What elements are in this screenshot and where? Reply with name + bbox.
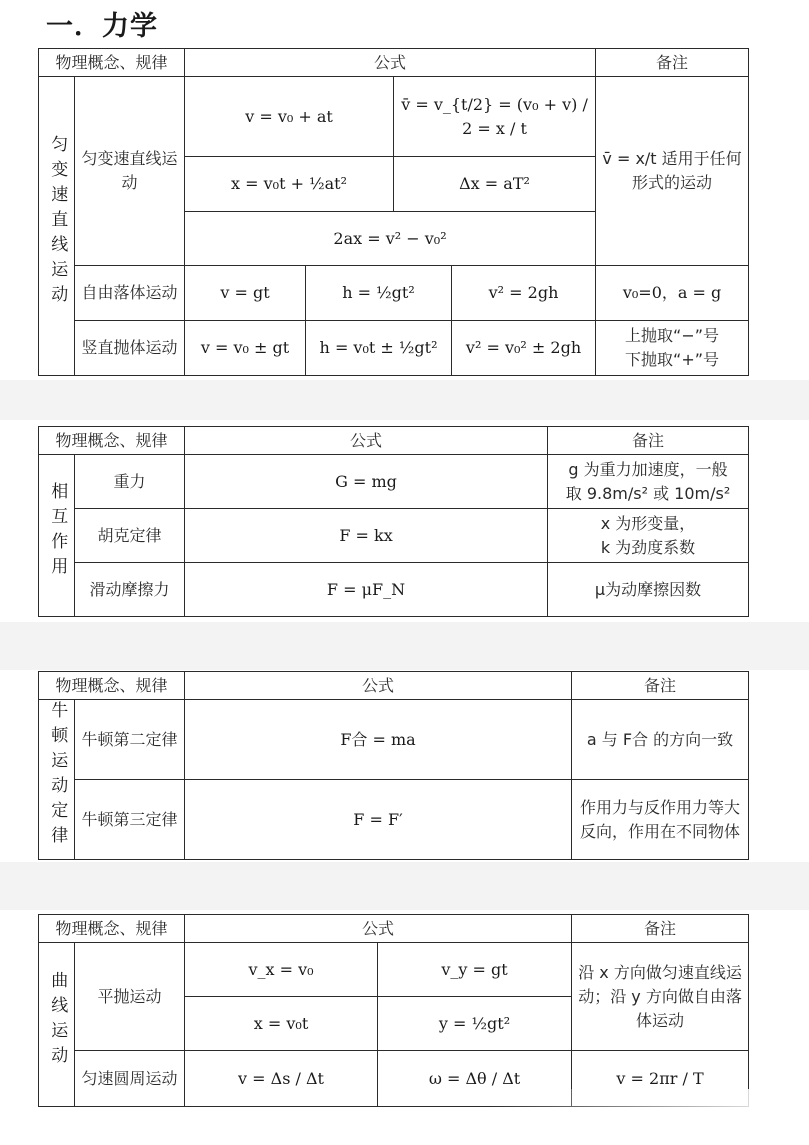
row-label: 胡克定律 (75, 509, 185, 563)
row-label: 滑动摩擦力 (75, 563, 185, 617)
header-concept: 物理概念、规律 (39, 49, 185, 77)
note (548, 509, 749, 563)
row-label: 重力 (75, 455, 185, 509)
note (548, 455, 749, 509)
note: a 与 F合 的方向一致 (572, 700, 749, 780)
group-label: 曲线运动 (47, 971, 68, 1071)
formula: v = v₀ ± gt (185, 321, 306, 376)
note: v̄ = x/t 适用于任何形式的运动 (596, 77, 749, 266)
header-note: 备注 (572, 915, 749, 943)
note-line: 取 9.8m/s² 或 10m/s² (565, 483, 731, 503)
row-label: 匀速圆周运动 (75, 1051, 185, 1107)
note-line: k 为劲度系数 (600, 537, 696, 557)
formula: v = Δs / Δt (185, 1051, 378, 1107)
table-interaction (38, 426, 749, 617)
header-concept: 物理概念、规律 (39, 915, 185, 943)
header-formula: 公式 (185, 915, 572, 943)
formula: x = v₀t + ½at² (185, 157, 394, 212)
note: 沿 x 方向做匀速直线运动；沿 y 方向做自由落体运动 (572, 943, 749, 1051)
note (596, 321, 749, 376)
watermark-fade (489, 1089, 789, 1137)
formula: v² = v₀² ± 2gh (452, 321, 596, 376)
formula: F = μF_N (185, 563, 548, 617)
row-label: 平抛运动 (75, 943, 185, 1051)
row-label: 竖直抛体运动 (75, 321, 185, 376)
header-concept: 物理概念、规律 (39, 672, 185, 700)
section-title: 一．力学 (46, 11, 158, 42)
table-newton (38, 671, 749, 860)
formula: G = mg (185, 455, 548, 509)
group-label: 相互作用 (47, 482, 68, 582)
formula: v = 2πr / T (572, 1051, 749, 1107)
header-note: 备注 (548, 427, 749, 455)
group-label: 牛顿运动定律 (47, 701, 68, 851)
note-line: 上抛取“−”号 (625, 326, 720, 345)
formula: F合 = ma (185, 700, 572, 780)
note: 作用力与反作用力等大反向，作用在不同物体 (572, 780, 749, 860)
row-label: 自由落体运动 (75, 266, 185, 321)
formula: v_y = gt (378, 943, 572, 997)
header-note: 备注 (572, 672, 749, 700)
formula: x = v₀t (185, 997, 378, 1051)
formula: Δx = aT² (394, 157, 596, 212)
formula: y = ½gt² (378, 997, 572, 1051)
formula: F = F′ (185, 780, 572, 860)
formula: h = ½gt² (306, 266, 452, 321)
header-formula: 公式 (185, 49, 596, 77)
note: μ为动摩擦因数 (548, 563, 749, 617)
note-line: g 为重力加速度，一般 (568, 459, 728, 479)
group-label: 匀变速直线运动 (47, 135, 68, 310)
header-formula: 公式 (185, 427, 548, 455)
formula: v_x = v₀ (185, 943, 378, 997)
row-label: 匀变速直线运动 (75, 77, 185, 266)
formula: ω = Δθ / Δt (378, 1051, 572, 1107)
formula: v² = 2gh (452, 266, 596, 321)
table-kinematics (38, 48, 749, 376)
formula: v = gt (185, 266, 306, 321)
formula: 2ax = v² − v₀² (185, 212, 596, 266)
formula: v̄ = v_{t/2} = (v₀ + v) / 2 = x / t (394, 77, 596, 157)
row-label: 牛顿第三定律 (75, 780, 185, 860)
note-line: 下抛取“+”号 (625, 350, 720, 369)
table-curvilinear (38, 914, 749, 1107)
header-formula: 公式 (185, 672, 572, 700)
note-line: x 为形变量， (600, 513, 696, 533)
note: v₀=0，a = g (596, 266, 749, 321)
formula: F = kx (185, 509, 548, 563)
header-concept: 物理概念、规律 (39, 427, 185, 455)
formula: h = v₀t ± ½gt² (306, 321, 452, 376)
header-note: 备注 (596, 49, 749, 77)
row-label: 牛顿第二定律 (75, 700, 185, 780)
formula: v = v₀ + at (185, 77, 394, 157)
